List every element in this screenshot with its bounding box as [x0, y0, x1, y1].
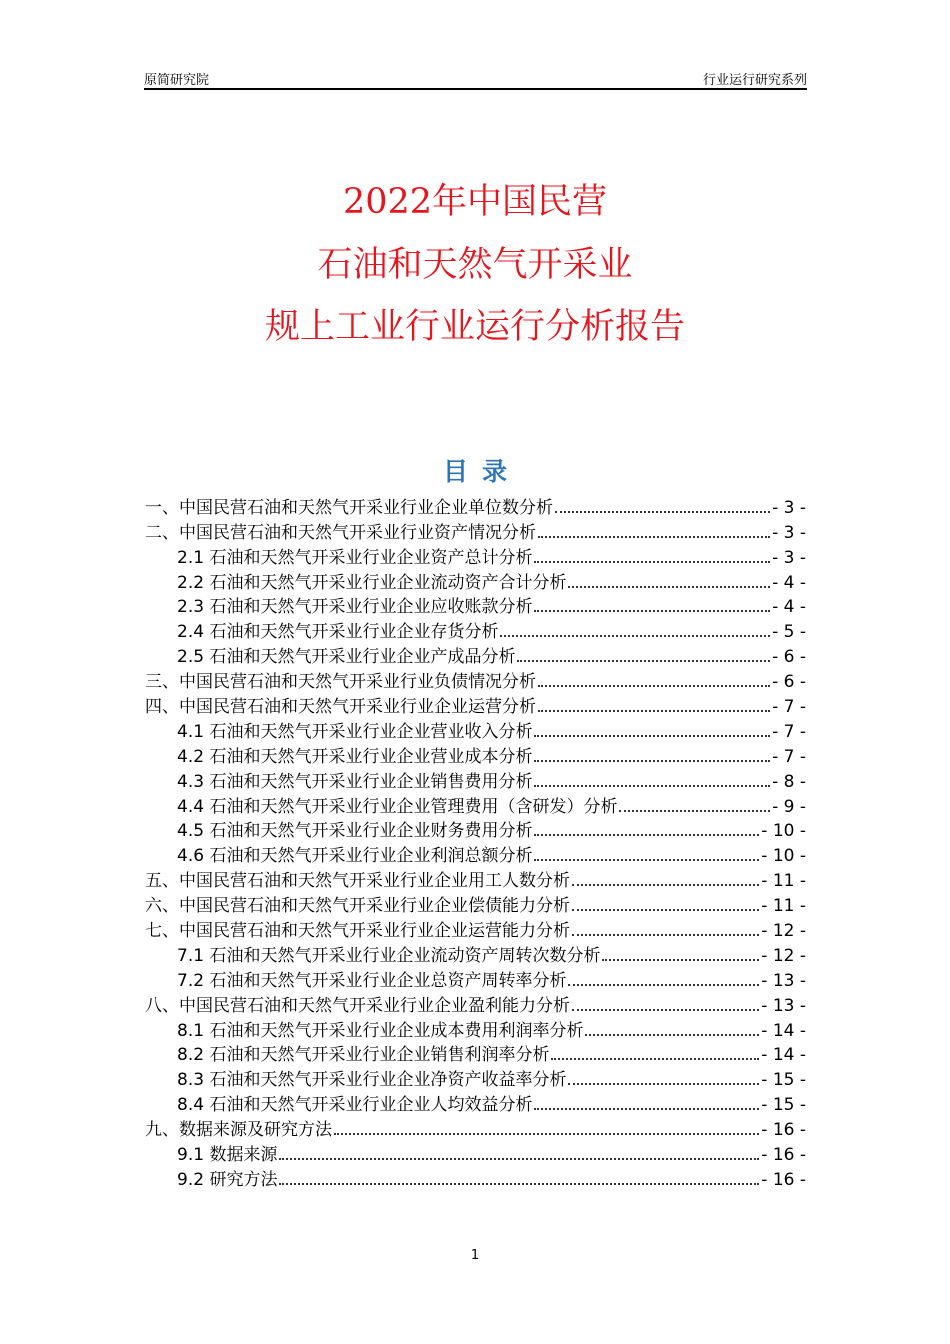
toc-entry-title: 五、中国民营石油和天然气开采业行业企业用工人数分析	[145, 871, 570, 892]
toc-entry-title: 2.2 石油和天然气开采业行业企业流动资产合计分析	[177, 572, 567, 593]
toc-entry-page: - 8 -	[772, 771, 806, 792]
toc-dot-leader	[551, 1058, 759, 1060]
toc-entry[interactable]	[145, 819, 806, 844]
toc-entry-title: 4.1 石油和天然气开采业行业企业营业收入分析	[177, 721, 533, 742]
toc-entry-page: - 4 -	[772, 572, 806, 593]
toc-entry-page: - 7 -	[772, 746, 806, 767]
toc-entry[interactable]	[145, 1018, 806, 1043]
toc-entry-title: 8.1 石油和天然气开采业行业企业成本费用利润率分析	[177, 1020, 584, 1041]
toc-entry-page: - 10 -	[761, 821, 806, 842]
toc-entry[interactable]	[145, 1043, 806, 1068]
toc-entry-title: 二、中国民营石油和天然气开采业行业资产情况分析	[145, 522, 536, 543]
toc-entry[interactable]	[145, 918, 806, 943]
toc-dot-leader	[538, 685, 770, 687]
toc-entry[interactable]	[145, 943, 806, 968]
toc-entry-page: - 3 -	[772, 547, 806, 568]
toc-entry-title: 4.5 石油和天然气开采业行业企业财务费用分析	[177, 821, 533, 842]
toc-entry[interactable]	[145, 968, 806, 993]
toc-entry-title: 8.3 石油和天然气开采业行业企业净资产收益率分析	[177, 1070, 567, 1091]
toc-entry[interactable]	[145, 843, 806, 868]
toc-dot-leader	[534, 561, 770, 563]
toc-entry[interactable]	[145, 769, 806, 794]
toc-entry-page: - 12 -	[761, 921, 806, 942]
toc-entry-title: 六、中国民营石油和天然气开采业行业企业偿债能力分析	[145, 896, 570, 917]
page-number: 1	[470, 1248, 480, 1263]
toc-dot-leader	[538, 536, 770, 538]
toc-entry-title: 七、中国民营石油和天然气开采业行业企业运营能力分析	[145, 921, 570, 942]
toc-entry-page: - 3 -	[772, 522, 806, 543]
toc-dot-leader	[500, 635, 770, 637]
header-org: 原简研究院	[144, 73, 210, 88]
toc-entry-page: - 13 -	[761, 995, 806, 1016]
toc-dot-leader	[534, 834, 759, 836]
toc-entry-page: - 3 -	[772, 497, 806, 518]
toc-dot-leader	[572, 884, 759, 886]
toc-dot-leader	[534, 760, 770, 762]
toc-entry-page: - 11 -	[761, 896, 806, 917]
toc-entry-page: - 16 -	[761, 1120, 806, 1141]
toc-entry-title: 4.2 石油和天然气开采业行业企业营业成本分析	[177, 746, 533, 767]
toc-dot-leader	[538, 710, 770, 712]
toc-entry-page: - 16 -	[761, 1169, 806, 1190]
toc-dot-leader	[568, 984, 759, 986]
toc-entry-page: - 6 -	[772, 672, 806, 693]
toc-entry-title: 9.2 研究方法	[177, 1169, 278, 1190]
toc-entry-title: 7.2 石油和天然气开采业行业企业总资产周转率分析	[177, 970, 567, 991]
toc-entry-title: 三、中国民营石油和天然气开采业行业负债情况分析	[145, 672, 536, 693]
toc-dot-leader	[534, 1108, 759, 1110]
toc-heading: 目录	[442, 457, 521, 486]
toc-dot-leader	[334, 1133, 759, 1135]
toc-entry[interactable]	[145, 694, 806, 719]
toc-dot-leader	[619, 810, 770, 812]
toc-dot-leader	[534, 859, 759, 861]
toc-entry-page: - 10 -	[761, 846, 806, 867]
toc-entry-title: 四、中国民营石油和天然气开采业行业企业运营分析	[145, 697, 536, 718]
toc-entry-page: - 14 -	[761, 1045, 806, 1066]
toc-dot-leader	[568, 586, 770, 588]
toc-entry-title: 4.3 石油和天然气开采业行业企业销售费用分析	[177, 771, 533, 792]
toc-entry-page: - 16 -	[761, 1145, 806, 1166]
toc-dot-leader	[572, 909, 759, 911]
toc-entry[interactable]	[145, 644, 806, 669]
toc-dot-leader	[572, 934, 759, 936]
toc-dot-leader	[585, 1034, 759, 1036]
toc-entry-page: - 14 -	[761, 1020, 806, 1041]
toc-entry-title: 2.4 石油和天然气开采业行业企业存货分析	[177, 622, 499, 643]
toc-entry-page: - 15 -	[761, 1095, 806, 1116]
toc-dot-leader	[555, 511, 770, 513]
toc-dot-leader	[534, 610, 770, 612]
toc-entry-title: 2.3 石油和天然气开采业行业企业应收账款分析	[177, 597, 533, 618]
toc-entry-title: 一、中国民营石油和天然气开采业行业企业单位数分析	[145, 497, 553, 518]
title-line-2: 石油和天然气开采业	[317, 245, 633, 285]
toc-entry[interactable]	[145, 1092, 806, 1117]
toc-entry-page: - 6 -	[772, 647, 806, 668]
toc-dot-leader	[279, 1183, 759, 1185]
toc-entry-title: 2.5 石油和天然气开采业行业企业产成品分析	[177, 647, 516, 668]
toc-entry-title: 9.1 数据来源	[177, 1145, 278, 1166]
toc-entry-title: 8.2 石油和天然气开采业行业企业销售利润率分析	[177, 1045, 550, 1066]
title-line-3: 规上工业行业运行分析报告	[264, 307, 685, 347]
toc-dot-leader	[568, 1083, 759, 1085]
toc-dot-leader	[534, 785, 770, 787]
toc-entry-title: 2.1 石油和天然气开采业行业企业资产总计分析	[177, 547, 533, 568]
toc-dot-leader	[602, 959, 759, 961]
toc-entry-page: - 13 -	[761, 970, 806, 991]
toc-entry-page: - 5 -	[772, 622, 806, 643]
toc-entry-title: 八、中国民营石油和天然气开采业行业企业盈利能力分析	[145, 995, 570, 1016]
title-line-1: 2022年中国民营	[342, 182, 608, 222]
toc-entry[interactable]	[145, 868, 806, 893]
toc-entry[interactable]	[145, 1142, 806, 1167]
toc-entry-title: 九、数据来源及研究方法	[145, 1120, 332, 1141]
toc-dot-leader	[572, 1009, 759, 1011]
toc-dot-leader	[517, 660, 770, 662]
toc-entry[interactable]	[145, 520, 806, 545]
toc-entry-page: - 4 -	[772, 597, 806, 618]
toc-entry-title: 4.6 石油和天然气开采业行业企业利润总额分析	[177, 846, 533, 867]
toc-entry[interactable]	[145, 893, 806, 918]
toc-entry-title: 7.1 石油和天然气开采业行业企业流动资产周转次数分析	[177, 945, 601, 966]
toc-entry[interactable]	[145, 719, 806, 744]
toc-entry[interactable]	[145, 1167, 806, 1192]
toc-dot-leader	[534, 735, 770, 737]
page-header	[144, 68, 807, 90]
table-of-contents	[145, 495, 806, 1192]
toc-entry[interactable]	[145, 669, 806, 694]
toc-entry[interactable]	[145, 794, 806, 819]
toc-entry[interactable]	[145, 744, 806, 769]
toc-entry[interactable]	[145, 619, 806, 644]
toc-dot-leader	[279, 1158, 759, 1160]
toc-entry[interactable]	[145, 570, 806, 595]
toc-entry-title: 4.4 石油和天然气开采业行业企业管理费用（含研发）分析	[177, 796, 618, 817]
toc-entry-page: - 7 -	[772, 697, 806, 718]
toc-entry[interactable]	[145, 495, 806, 520]
toc-entry[interactable]	[145, 993, 806, 1018]
toc-entry-page: - 11 -	[761, 871, 806, 892]
toc-entry-page: - 7 -	[772, 721, 806, 742]
toc-entry-page: - 12 -	[761, 945, 806, 966]
toc-entry[interactable]	[145, 1067, 806, 1092]
toc-entry[interactable]	[145, 545, 806, 570]
toc-entry[interactable]	[145, 595, 806, 620]
header-series: 行业运行研究系列	[702, 73, 807, 88]
toc-entry-title: 8.4 石油和天然气开采业行业企业人均效益分析	[177, 1095, 533, 1116]
toc-entry[interactable]	[145, 1117, 806, 1142]
toc-entry-page: - 15 -	[761, 1070, 806, 1091]
toc-entry-page: - 9 -	[772, 796, 806, 817]
